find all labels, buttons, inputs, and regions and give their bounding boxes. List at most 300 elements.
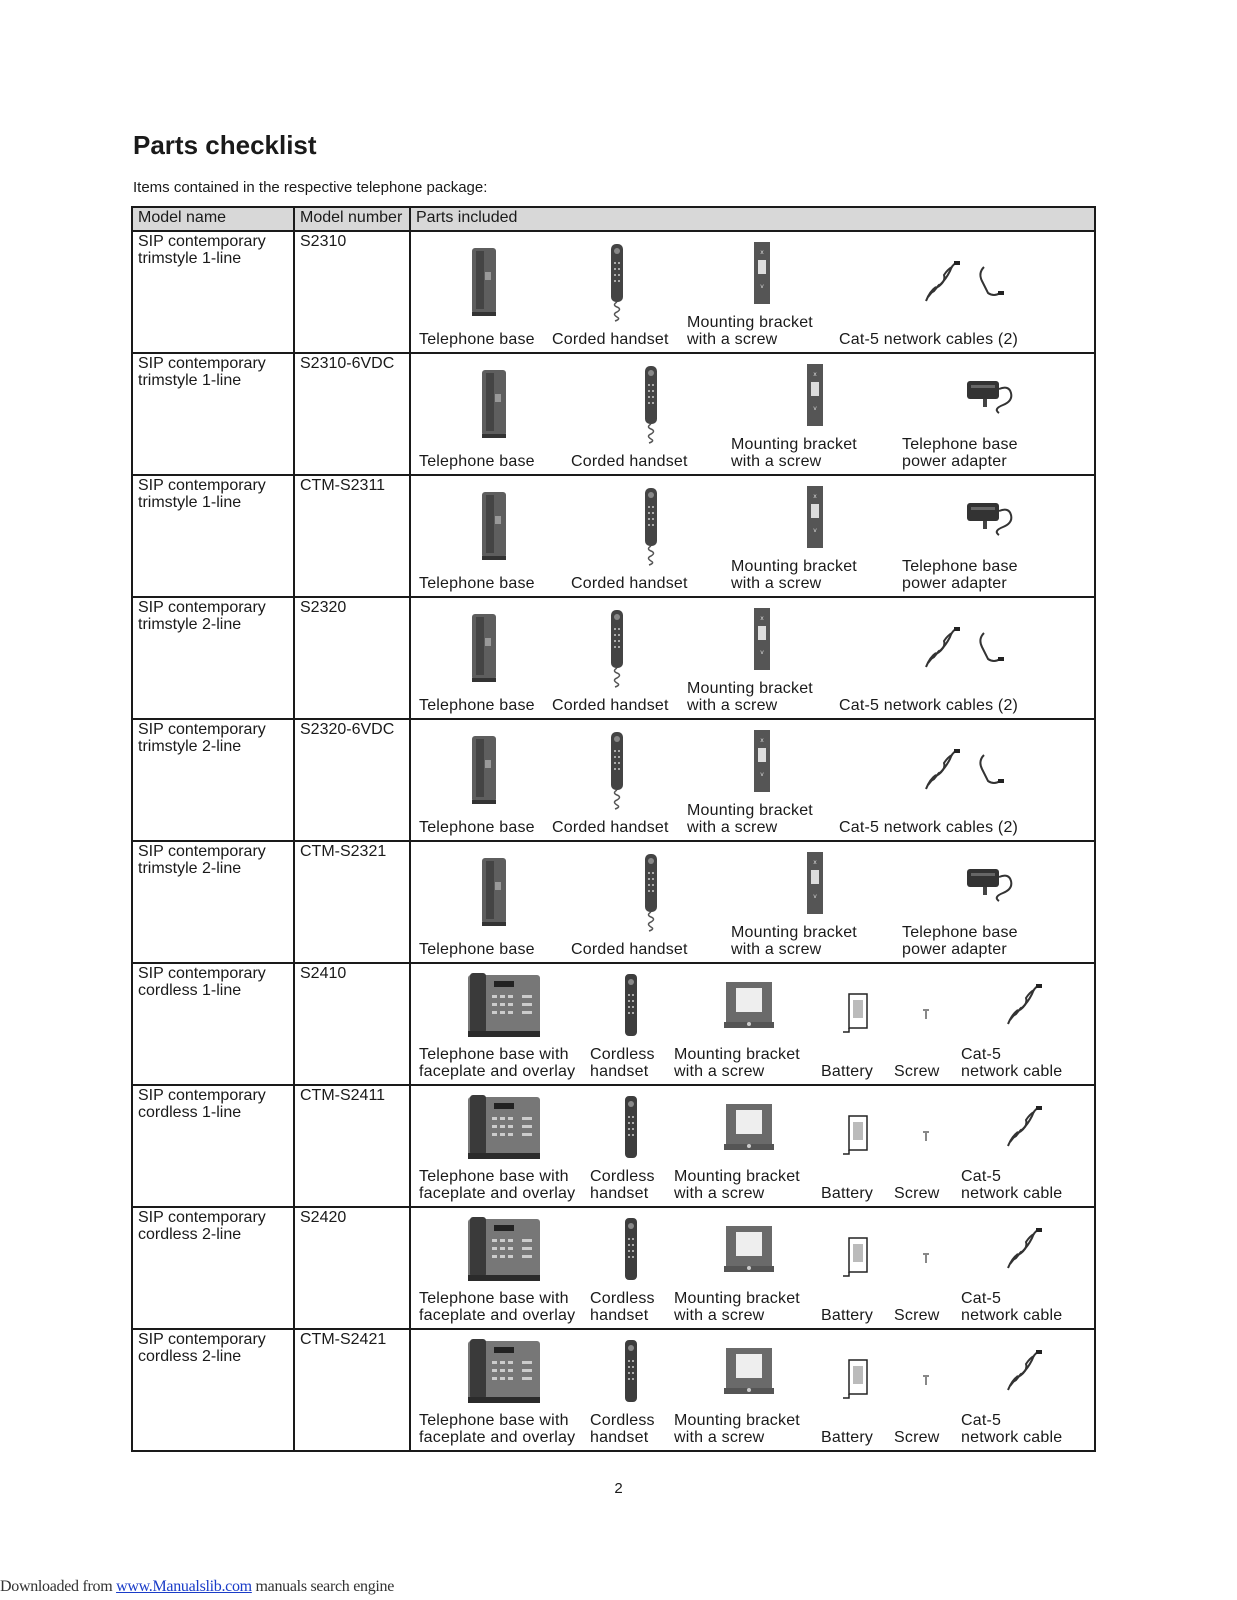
part-label-line: power adapter	[902, 575, 1007, 592]
parts-checklist-table	[131, 206, 1096, 1452]
part-label-line: Screw	[894, 1307, 940, 1324]
model-number-cell: CTM-S2411	[294, 1085, 410, 1207]
model-name-line: SIP contemporary	[138, 965, 266, 982]
part-label-line: Battery	[821, 1307, 874, 1324]
cordless-handset-icon	[590, 1086, 672, 1168]
cordless-base-icon	[419, 1330, 589, 1412]
part-label-line: handset	[590, 1185, 649, 1202]
wall-bracket-icon	[674, 1330, 824, 1412]
part-item	[552, 232, 682, 352]
part-label-line: handset	[590, 1063, 649, 1080]
part-label	[590, 1168, 672, 1202]
part-label-line: Telephone base	[419, 697, 535, 714]
power-adapter-icon	[902, 354, 1082, 436]
part-label	[674, 1412, 824, 1446]
corded-handset-icon	[571, 842, 731, 941]
part-label-line: faceplate and overlay	[419, 1185, 576, 1202]
part-label-line: Corded handset	[552, 819, 669, 836]
part-label	[902, 924, 1082, 958]
part-label-line: Screw	[894, 1185, 940, 1202]
model-name-line: cordless 1-line	[138, 1104, 242, 1121]
part-item	[590, 964, 672, 1084]
wall-bracket-icon	[674, 964, 824, 1046]
table-row	[132, 963, 1095, 1085]
table-row	[132, 475, 1095, 597]
table-row	[132, 597, 1095, 719]
part-item	[902, 476, 1082, 596]
part-item	[839, 720, 1089, 840]
svg-text:x: x	[813, 859, 817, 866]
telephone-base-icon	[419, 354, 569, 453]
table-header-row	[132, 207, 1095, 231]
part-label	[731, 924, 899, 958]
parts-included-cell	[410, 1085, 1095, 1207]
mounting-bracket-icon	[731, 476, 899, 558]
part-label-line: Corded handset	[571, 575, 688, 592]
model-name-line: cordless 1-line	[138, 982, 242, 999]
part-label-line: Mounting bracket	[731, 558, 857, 575]
svg-text:v: v	[813, 405, 817, 412]
part-item	[821, 1086, 891, 1206]
part-label	[674, 1168, 824, 1202]
mounting-bracket-icon	[731, 354, 899, 436]
part-label	[731, 436, 899, 470]
cordless-base-icon	[419, 964, 589, 1046]
table-row	[132, 231, 1095, 353]
table-row	[132, 1329, 1095, 1451]
battery-icon	[821, 1086, 891, 1185]
cordless-base-icon	[419, 1208, 589, 1290]
part-item	[571, 842, 731, 962]
model-name-cell	[132, 231, 294, 353]
part-label-line: Mounting bracket	[674, 1168, 800, 1185]
parts-included-cell	[410, 963, 1095, 1085]
model-name-line: SIP contemporary	[138, 843, 266, 860]
part-label-line: handset	[590, 1307, 649, 1324]
model-name-line: SIP contemporary	[138, 1087, 266, 1104]
part-label-line: Mounting bracket	[687, 314, 813, 331]
part-label	[419, 453, 569, 470]
corded-handset-icon	[552, 598, 682, 697]
svg-text:v: v	[760, 283, 764, 290]
part-item	[687, 720, 837, 840]
table-row	[132, 719, 1095, 841]
power-adapter-icon	[902, 476, 1082, 558]
battery-icon	[821, 964, 891, 1063]
part-label-line: Telephone base	[419, 453, 535, 470]
part-item	[894, 1086, 958, 1206]
table-row	[132, 841, 1095, 963]
svg-text:x: x	[813, 371, 817, 378]
model-name-line: SIP contemporary	[138, 233, 266, 250]
part-label-line: Telephone base	[419, 575, 535, 592]
part-label	[961, 1046, 1091, 1080]
part-item	[731, 842, 899, 962]
footer-prefix: Downloaded from	[0, 1578, 117, 1595]
part-label-line: network cable	[961, 1429, 1063, 1446]
part-label	[894, 1185, 958, 1202]
network-cable-icon	[961, 1330, 1091, 1412]
part-label-line: faceplate and overlay	[419, 1429, 576, 1446]
part-item	[571, 354, 731, 474]
part-item	[590, 1330, 672, 1450]
telephone-base-icon	[419, 598, 549, 697]
part-label-line: Cat-5 network cables (2)	[839, 819, 1019, 836]
svg-text:x: x	[760, 737, 764, 744]
svg-text:v: v	[760, 649, 764, 656]
part-label-line: faceplate and overlay	[419, 1307, 576, 1324]
model-number-cell: CTM-S2421	[294, 1329, 410, 1451]
part-label-line: with a screw	[731, 575, 822, 592]
part-label	[839, 697, 1089, 714]
parts-included-cell	[410, 841, 1095, 963]
telephone-base-icon	[419, 232, 549, 331]
part-item	[419, 1330, 589, 1450]
model-number-cell: CTM-S2311	[294, 475, 410, 597]
mounting-bracket-icon	[687, 720, 837, 802]
part-item	[894, 1208, 958, 1328]
part-label-line: handset	[590, 1429, 649, 1446]
part-item	[419, 476, 569, 596]
part-label-line: with a screw	[674, 1307, 765, 1324]
part-item	[731, 354, 899, 474]
part-label	[552, 697, 682, 714]
model-name-line: SIP contemporary	[138, 1331, 266, 1348]
mounting-bracket-icon	[687, 598, 837, 680]
part-item	[419, 964, 589, 1084]
part-item	[902, 354, 1082, 474]
corded-handset-icon	[571, 354, 731, 453]
network-cable-icon	[961, 1208, 1091, 1290]
model-name-line: SIP contemporary	[138, 1209, 266, 1226]
screw-icon	[894, 1086, 958, 1185]
part-label-line: Telephone base	[419, 819, 535, 836]
part-label-line: Mounting bracket	[674, 1046, 800, 1063]
model-name-line: trimstyle 2-line	[138, 616, 242, 633]
model-name-cell	[132, 963, 294, 1085]
model-name-line: SIP contemporary	[138, 599, 266, 616]
manualslib-link[interactable]: www.Manualslib.com	[116, 1578, 252, 1595]
part-label-line: network cable	[961, 1307, 1063, 1324]
part-item	[419, 842, 569, 962]
svg-text:x: x	[760, 249, 764, 256]
part-label	[961, 1290, 1091, 1324]
model-number-cell: S2410	[294, 963, 410, 1085]
model-name-cell	[132, 1085, 294, 1207]
part-label	[821, 1185, 891, 1202]
part-label-line: with a screw	[731, 941, 822, 958]
part-item	[961, 964, 1091, 1084]
model-number-cell: S2420	[294, 1207, 410, 1329]
header-model-name: Model name	[132, 207, 294, 231]
part-label	[821, 1307, 891, 1324]
part-label	[571, 941, 731, 958]
model-name-line: cordless 2-line	[138, 1226, 242, 1243]
parts-included-cell	[410, 597, 1095, 719]
part-item	[419, 232, 549, 352]
parts-included-cell	[410, 353, 1095, 475]
part-item	[419, 598, 549, 718]
part-label-line: power adapter	[902, 453, 1007, 470]
telephone-base-icon	[419, 842, 569, 941]
model-name-line: trimstyle 1-line	[138, 494, 242, 511]
telephone-base-icon	[419, 476, 569, 575]
model-name-line: cordless 2-line	[138, 1348, 242, 1365]
model-name-cell	[132, 841, 294, 963]
part-item	[590, 1086, 672, 1206]
part-label	[419, 819, 549, 836]
part-label-line: Cordless	[590, 1290, 655, 1307]
part-label-line: Screw	[894, 1429, 940, 1446]
corded-handset-icon	[552, 720, 682, 819]
page-title: Parts checklist	[133, 130, 317, 160]
part-item	[687, 232, 837, 352]
network-cables-icon	[839, 720, 1089, 819]
part-label-line: Cat-5	[961, 1046, 1002, 1063]
part-label	[571, 575, 731, 592]
cordless-handset-icon	[590, 964, 672, 1046]
part-label	[571, 453, 731, 470]
wall-bracket-icon	[674, 1086, 824, 1168]
model-number-cell: S2310	[294, 231, 410, 353]
mounting-bracket-icon	[687, 232, 837, 314]
part-label-line: Telephone base	[902, 558, 1018, 575]
part-item	[821, 1330, 891, 1450]
part-item	[839, 232, 1089, 352]
part-label-line: Battery	[821, 1063, 874, 1080]
part-label	[552, 331, 682, 348]
part-label	[687, 314, 837, 348]
part-item	[674, 1330, 824, 1450]
part-label-line: with a screw	[687, 819, 778, 836]
model-name-cell	[132, 597, 294, 719]
parts-included-cell	[410, 1207, 1095, 1329]
part-item	[419, 720, 549, 840]
part-label-line: Telephone base	[419, 331, 535, 348]
footer-suffix: manuals search engine	[251, 1578, 395, 1595]
part-label	[687, 802, 837, 836]
battery-icon	[821, 1208, 891, 1307]
part-label	[590, 1290, 672, 1324]
parts-included-cell	[410, 231, 1095, 353]
part-item	[894, 964, 958, 1084]
part-label	[902, 558, 1082, 592]
part-item	[687, 598, 837, 718]
part-label	[419, 331, 549, 348]
part-label-line: Mounting bracket	[731, 924, 857, 941]
model-name-line: trimstyle 2-line	[138, 860, 242, 877]
part-label-line: with a screw	[674, 1185, 765, 1202]
corded-handset-icon	[552, 232, 682, 331]
model-number-cell: CTM-S2321	[294, 841, 410, 963]
cordless-base-icon	[419, 1086, 589, 1168]
part-label	[894, 1429, 958, 1446]
part-label-line: Telephone base	[902, 924, 1018, 941]
part-label-line: Screw	[894, 1063, 940, 1080]
part-item	[894, 1330, 958, 1450]
model-name-line: SIP contemporary	[138, 721, 266, 738]
model-name-line: SIP contemporary	[138, 477, 266, 494]
parts-included-cell	[410, 719, 1095, 841]
part-item	[839, 598, 1089, 718]
part-item	[552, 720, 682, 840]
corded-handset-icon	[571, 476, 731, 575]
part-label-line: Corded handset	[552, 331, 669, 348]
intro-text: Items contained in the respective telephone package:	[133, 179, 488, 196]
part-label-line: Cordless	[590, 1046, 655, 1063]
part-label	[419, 697, 549, 714]
part-label-line: Corded handset	[571, 941, 688, 958]
part-label-line: faceplate and overlay	[419, 1063, 576, 1080]
part-label-line: Mounting bracket	[731, 436, 857, 453]
header-model-number: Model number	[294, 207, 410, 231]
part-label-line: Cat-5 network cables (2)	[839, 331, 1019, 348]
part-label-line: Battery	[821, 1429, 874, 1446]
network-cables-icon	[839, 598, 1089, 697]
part-item	[821, 964, 891, 1084]
download-footer	[0, 1578, 394, 1596]
model-name-line: trimstyle 2-line	[138, 738, 242, 755]
model-number-cell: S2320-6VDC	[294, 719, 410, 841]
wall-bracket-icon	[674, 1208, 824, 1290]
part-label-line: Cat-5	[961, 1412, 1002, 1429]
part-label-line: Telephone base	[902, 436, 1018, 453]
part-label	[419, 1290, 589, 1324]
part-label-line: with a screw	[687, 697, 778, 714]
part-label	[894, 1063, 958, 1080]
part-item	[731, 476, 899, 596]
part-label-line: Mounting bracket	[674, 1290, 800, 1307]
model-name-cell	[132, 1329, 294, 1451]
part-label-line: Mounting bracket	[674, 1412, 800, 1429]
page-number: 2	[614, 1480, 623, 1497]
part-label-line: Corded handset	[571, 453, 688, 470]
part-label-line: Telephone base with	[419, 1046, 569, 1063]
model-name-cell	[132, 1207, 294, 1329]
part-label-line: with a screw	[674, 1429, 765, 1446]
part-label-line: power adapter	[902, 941, 1007, 958]
part-label-line: with a screw	[731, 453, 822, 470]
part-label	[674, 1290, 824, 1324]
part-label-line: Cat-5	[961, 1290, 1002, 1307]
part-label-line: Cordless	[590, 1168, 655, 1185]
part-label	[419, 1046, 589, 1080]
part-label	[839, 331, 1089, 348]
cordless-handset-icon	[590, 1330, 672, 1412]
model-name-cell	[132, 353, 294, 475]
part-label	[821, 1429, 891, 1446]
screw-icon	[894, 1330, 958, 1429]
screw-icon	[894, 964, 958, 1063]
header-parts-included: Parts included	[410, 207, 1095, 231]
mounting-bracket-icon	[731, 842, 899, 924]
svg-text:x: x	[813, 493, 817, 500]
table-row	[132, 1207, 1095, 1329]
part-label-line: Telephone base	[419, 941, 535, 958]
part-item	[419, 1086, 589, 1206]
part-label	[961, 1412, 1091, 1446]
svg-text:x: x	[760, 615, 764, 622]
part-item	[674, 1086, 824, 1206]
part-item	[571, 476, 731, 596]
part-item	[961, 1330, 1091, 1450]
part-label-line: Telephone base with	[419, 1412, 569, 1429]
model-name-line: trimstyle 1-line	[138, 372, 242, 389]
network-cable-icon	[961, 1086, 1091, 1168]
part-label	[894, 1307, 958, 1324]
table-row	[132, 353, 1095, 475]
part-label-line: network cable	[961, 1063, 1063, 1080]
battery-icon	[821, 1330, 891, 1429]
part-label	[419, 941, 569, 958]
part-item	[674, 1208, 824, 1328]
cordless-handset-icon	[590, 1208, 672, 1290]
table-row	[132, 1085, 1095, 1207]
part-label-line: Battery	[821, 1185, 874, 1202]
parts-included-cell	[410, 475, 1095, 597]
part-label-line: Telephone base with	[419, 1168, 569, 1185]
part-label	[419, 575, 569, 592]
part-label	[902, 436, 1082, 470]
part-item	[419, 354, 569, 474]
part-label-line: Corded handset	[552, 697, 669, 714]
part-label	[419, 1412, 589, 1446]
part-item	[961, 1086, 1091, 1206]
network-cables-icon	[839, 232, 1089, 331]
part-label-line: with a screw	[687, 331, 778, 348]
model-number-cell: S2310-6VDC	[294, 353, 410, 475]
part-item	[590, 1208, 672, 1328]
part-label-line: Cordless	[590, 1412, 655, 1429]
part-label	[687, 680, 837, 714]
part-label	[552, 819, 682, 836]
screw-icon	[894, 1208, 958, 1307]
part-label-line: Cat-5 network cables (2)	[839, 697, 1019, 714]
part-item	[674, 964, 824, 1084]
model-name-cell	[132, 475, 294, 597]
part-label	[674, 1046, 824, 1080]
part-label	[590, 1046, 672, 1080]
network-cable-icon	[961, 964, 1091, 1046]
parts-included-cell	[410, 1329, 1095, 1451]
model-number-cell: S2320	[294, 597, 410, 719]
part-label	[731, 558, 899, 592]
part-item	[821, 1208, 891, 1328]
part-item	[961, 1208, 1091, 1328]
part-label-line: Mounting bracket	[687, 680, 813, 697]
model-name-cell	[132, 719, 294, 841]
part-label-line: Mounting bracket	[687, 802, 813, 819]
part-label	[821, 1063, 891, 1080]
part-item	[902, 842, 1082, 962]
part-item	[419, 1208, 589, 1328]
part-label	[961, 1168, 1091, 1202]
svg-text:v: v	[760, 771, 764, 778]
part-item	[552, 598, 682, 718]
svg-text:v: v	[813, 527, 817, 534]
part-label-line: with a screw	[674, 1063, 765, 1080]
part-label	[419, 1168, 589, 1202]
telephone-base-icon	[419, 720, 549, 819]
svg-text:v: v	[813, 893, 817, 900]
model-name-line: trimstyle 1-line	[138, 250, 242, 267]
part-label	[839, 819, 1089, 836]
part-label-line: Cat-5	[961, 1168, 1002, 1185]
model-name-line: SIP contemporary	[138, 355, 266, 372]
part-label-line: Telephone base with	[419, 1290, 569, 1307]
part-label	[590, 1412, 672, 1446]
part-label-line: network cable	[961, 1185, 1063, 1202]
